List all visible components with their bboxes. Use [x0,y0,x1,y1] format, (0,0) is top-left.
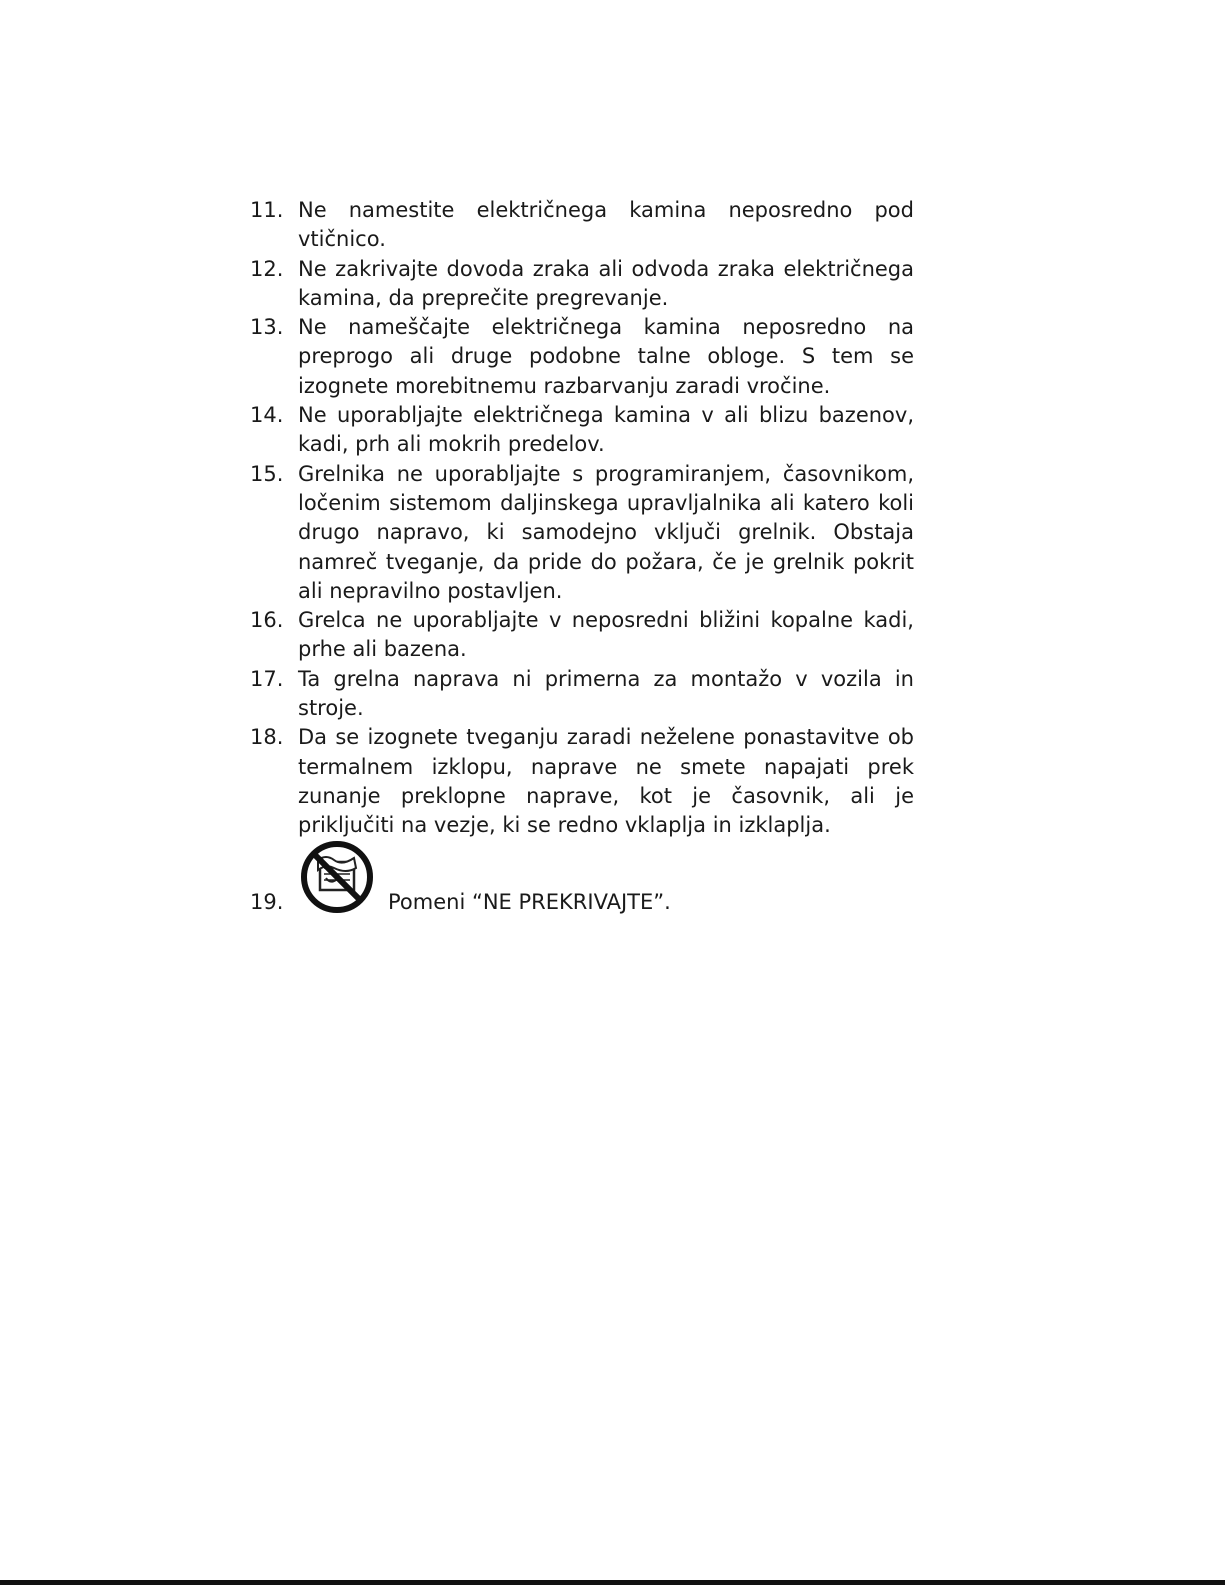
item-text: Da se izognete tveganju zaradi neželene ponastavitve ob termalnem izklopu, naprave ne smete napajati prek zunanje preklopne naprave, kot je časovnik, ali je priključiti na vezje, ki se redno vklaplja in izklaplja. [298,725,914,838]
item-number: 15. [250,461,284,486]
item-number: 17. [250,666,284,691]
list-item [250,401,914,460]
list-item-symbol [250,838,914,920]
item-number: 13. [250,315,284,340]
page-bottom-border [0,1580,1225,1585]
item-text: Ne uporabljajte električnega kamina v ali blizu bazenov, kadi, prh ali mokrih predelov. [298,403,914,457]
item-text: Ta grelna naprava ni primerna za montažo v vozila in stroje. [298,666,914,721]
do-not-cover-icon [298,838,376,916]
list-item [250,606,914,665]
item-number: 12. [250,256,284,281]
list-item [250,665,914,724]
item-number: 16. [250,608,284,633]
list-item [250,723,914,840]
item-text: Grelca ne uporabljajte v neposredni bližini kopalne kadi, prhe ali bazena. [298,608,914,662]
item-number: 18. [250,725,284,750]
list-item [250,255,914,314]
item-text: Ne zakrivajte dovoda zraka ali odvoda zraka električnega kamina, da preprečite pregrevanje. [298,256,914,310]
list-item [250,196,914,255]
symbol-meaning: Pomeni “NE PREKRIVAJTE”. [388,890,671,914]
item-text: Ne namestite električnega kamina neposredno pod vtičnico. [298,198,914,252]
item-number: 14. [250,403,284,428]
item-number: 11. [250,198,284,222]
item-text: Ne nameščajte električnega kamina neposredno na preprogo ali druge podobne talne obloge. S tem se izognete morebitnemu razbarvanju zaradi vročine. [298,315,914,398]
item-text: Grelnika ne uporabljajte s programiranjem, časovnikom, ločenim sistemom daljinskega upravljalnika ali katero koli drugo napravo, ki samodejno vključi grelnik. Obstaja namreč tveganje, da pride do požara, če je grelnik pokrit ali nepravilno postavljen. [298,461,914,603]
item-number: 19. [250,890,284,914]
safety-instructions-list [250,196,914,841]
list-item [250,460,914,606]
list-item [250,313,914,401]
